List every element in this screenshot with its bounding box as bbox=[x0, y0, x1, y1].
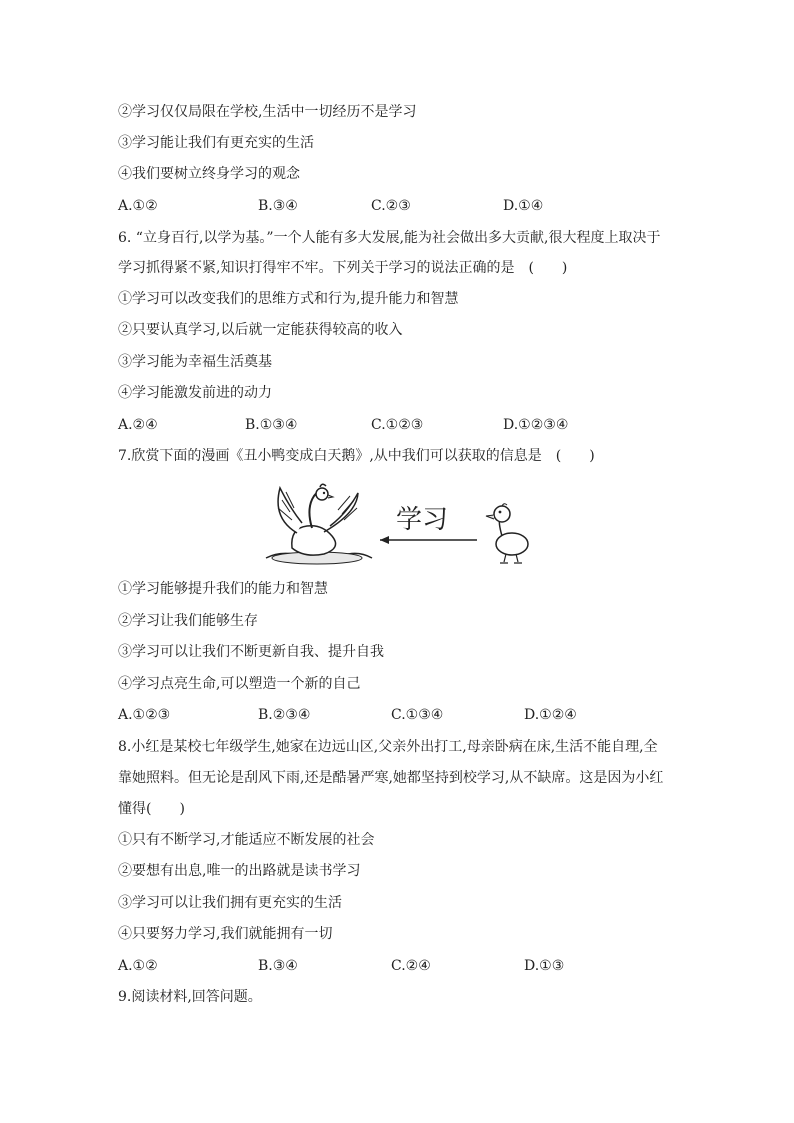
q6-stem-line-2: 学习抓得紧不紧,知识打得牢不牢。下列关于学习的说法正确的是 ( ) bbox=[118, 260, 568, 276]
q7-option-a[interactable]: A.①②③ bbox=[118, 707, 171, 723]
q8-item-1: ①只有不断学习,才能适应不断发展的社会 bbox=[118, 832, 375, 848]
q6-item-1: ①学习可以改变我们的思维方式和行为,提升能力和智慧 bbox=[118, 291, 459, 307]
q5-item-4: ④我们要树立终身学习的观念 bbox=[118, 166, 300, 182]
q6-options bbox=[118, 415, 678, 435]
q5-item-2: ②学习仅仅局限在学校,生活中一切经历不是学习 bbox=[118, 104, 417, 120]
cartoon-label: 学习 bbox=[396, 505, 449, 535]
q7-option-d[interactable]: D.①②④ bbox=[524, 707, 577, 723]
q5-option-c[interactable]: C.②③ bbox=[371, 198, 411, 214]
q7-item-3: ③学习可以让我们不断更新自我、提升自我 bbox=[118, 644, 384, 660]
arrow-head bbox=[380, 536, 389, 544]
q8-option-a[interactable]: A.①② bbox=[118, 958, 158, 974]
swan-head bbox=[316, 488, 328, 500]
q7-item-2: ②学习让我们能够生存 bbox=[118, 613, 258, 629]
cartoon-illustration bbox=[262, 478, 530, 570]
q6-option-a[interactable]: A.②④ bbox=[118, 417, 158, 433]
q7-option-b[interactable]: B.②③④ bbox=[258, 707, 311, 723]
q8-options bbox=[118, 956, 678, 976]
q5-option-d[interactable]: D.①④ bbox=[503, 198, 544, 214]
duckling-head bbox=[494, 506, 510, 522]
q6-item-4: ④学习能激发前进的动力 bbox=[118, 385, 272, 401]
q8-item-2: ②要想有出息,唯一的出路就是读书学习 bbox=[118, 863, 361, 879]
q7-stem: 7.欣赏下面的漫画《丑小鸭变成白天鹅》,从中我们可以获取的信息是 ( ) bbox=[118, 448, 595, 464]
q8-option-c[interactable]: C.②④ bbox=[391, 958, 431, 974]
q5-options bbox=[118, 196, 678, 216]
q8-item-3: ③学习可以让我们拥有更充实的生活 bbox=[118, 895, 342, 911]
q7-item-4: ④学习点亮生命,可以塑造一个新的自己 bbox=[118, 676, 361, 692]
q8-stem-line-3: 懂得( ) bbox=[118, 801, 185, 817]
duckling-beak bbox=[486, 515, 494, 519]
q8-item-4: ④只要努力学习,我们就能拥有一切 bbox=[118, 926, 333, 942]
q8-stem-line-1: 8.小红是某校七年级学生,她家在边远山区,父亲外出打工,母亲卧病在床,生活不能自理,全 bbox=[118, 739, 658, 755]
q8-option-d[interactable]: D.①③ bbox=[524, 958, 565, 974]
q5-item-3: ③学习能让我们有更充实的生活 bbox=[118, 135, 314, 151]
q6-item-2: ②只要认真学习,以后就一定能获得较高的收入 bbox=[118, 322, 403, 338]
q6-option-b[interactable]: B.①③④ bbox=[245, 417, 298, 433]
q9-stem: 9.阅读材料,回答问题。 bbox=[118, 989, 262, 1005]
q5-option-a[interactable]: A.①② bbox=[118, 198, 158, 214]
cartoon-ugly-duckling-to-swan bbox=[262, 478, 530, 570]
q8-stem-line-2: 靠她照料。但无论是刮风下雨,还是酷暑严寒,她都坚持到校学习,从不缺席。这是因为小红 bbox=[118, 770, 664, 786]
duckling-body bbox=[496, 533, 528, 555]
q8-option-b[interactable]: B.③④ bbox=[258, 958, 298, 974]
q6-item-3: ③学习能为幸福生活奠基 bbox=[118, 354, 272, 370]
q6-option-c[interactable]: C.①②③ bbox=[371, 417, 424, 433]
q7-option-c[interactable]: C.①③④ bbox=[391, 707, 444, 723]
q5-option-b[interactable]: B.③④ bbox=[258, 198, 298, 214]
q6-option-d[interactable]: D.①②③④ bbox=[503, 417, 569, 433]
q7-options bbox=[118, 705, 678, 725]
q6-stem-line-1: 6. “立身百行,以学为基。”一个人能有多大发展,能为社会做出多大贡献,很大程度上取决于 bbox=[118, 230, 661, 246]
q7-item-1: ①学习能够提升我们的能力和智慧 bbox=[118, 581, 328, 597]
swan-wing-right bbox=[324, 493, 358, 532]
